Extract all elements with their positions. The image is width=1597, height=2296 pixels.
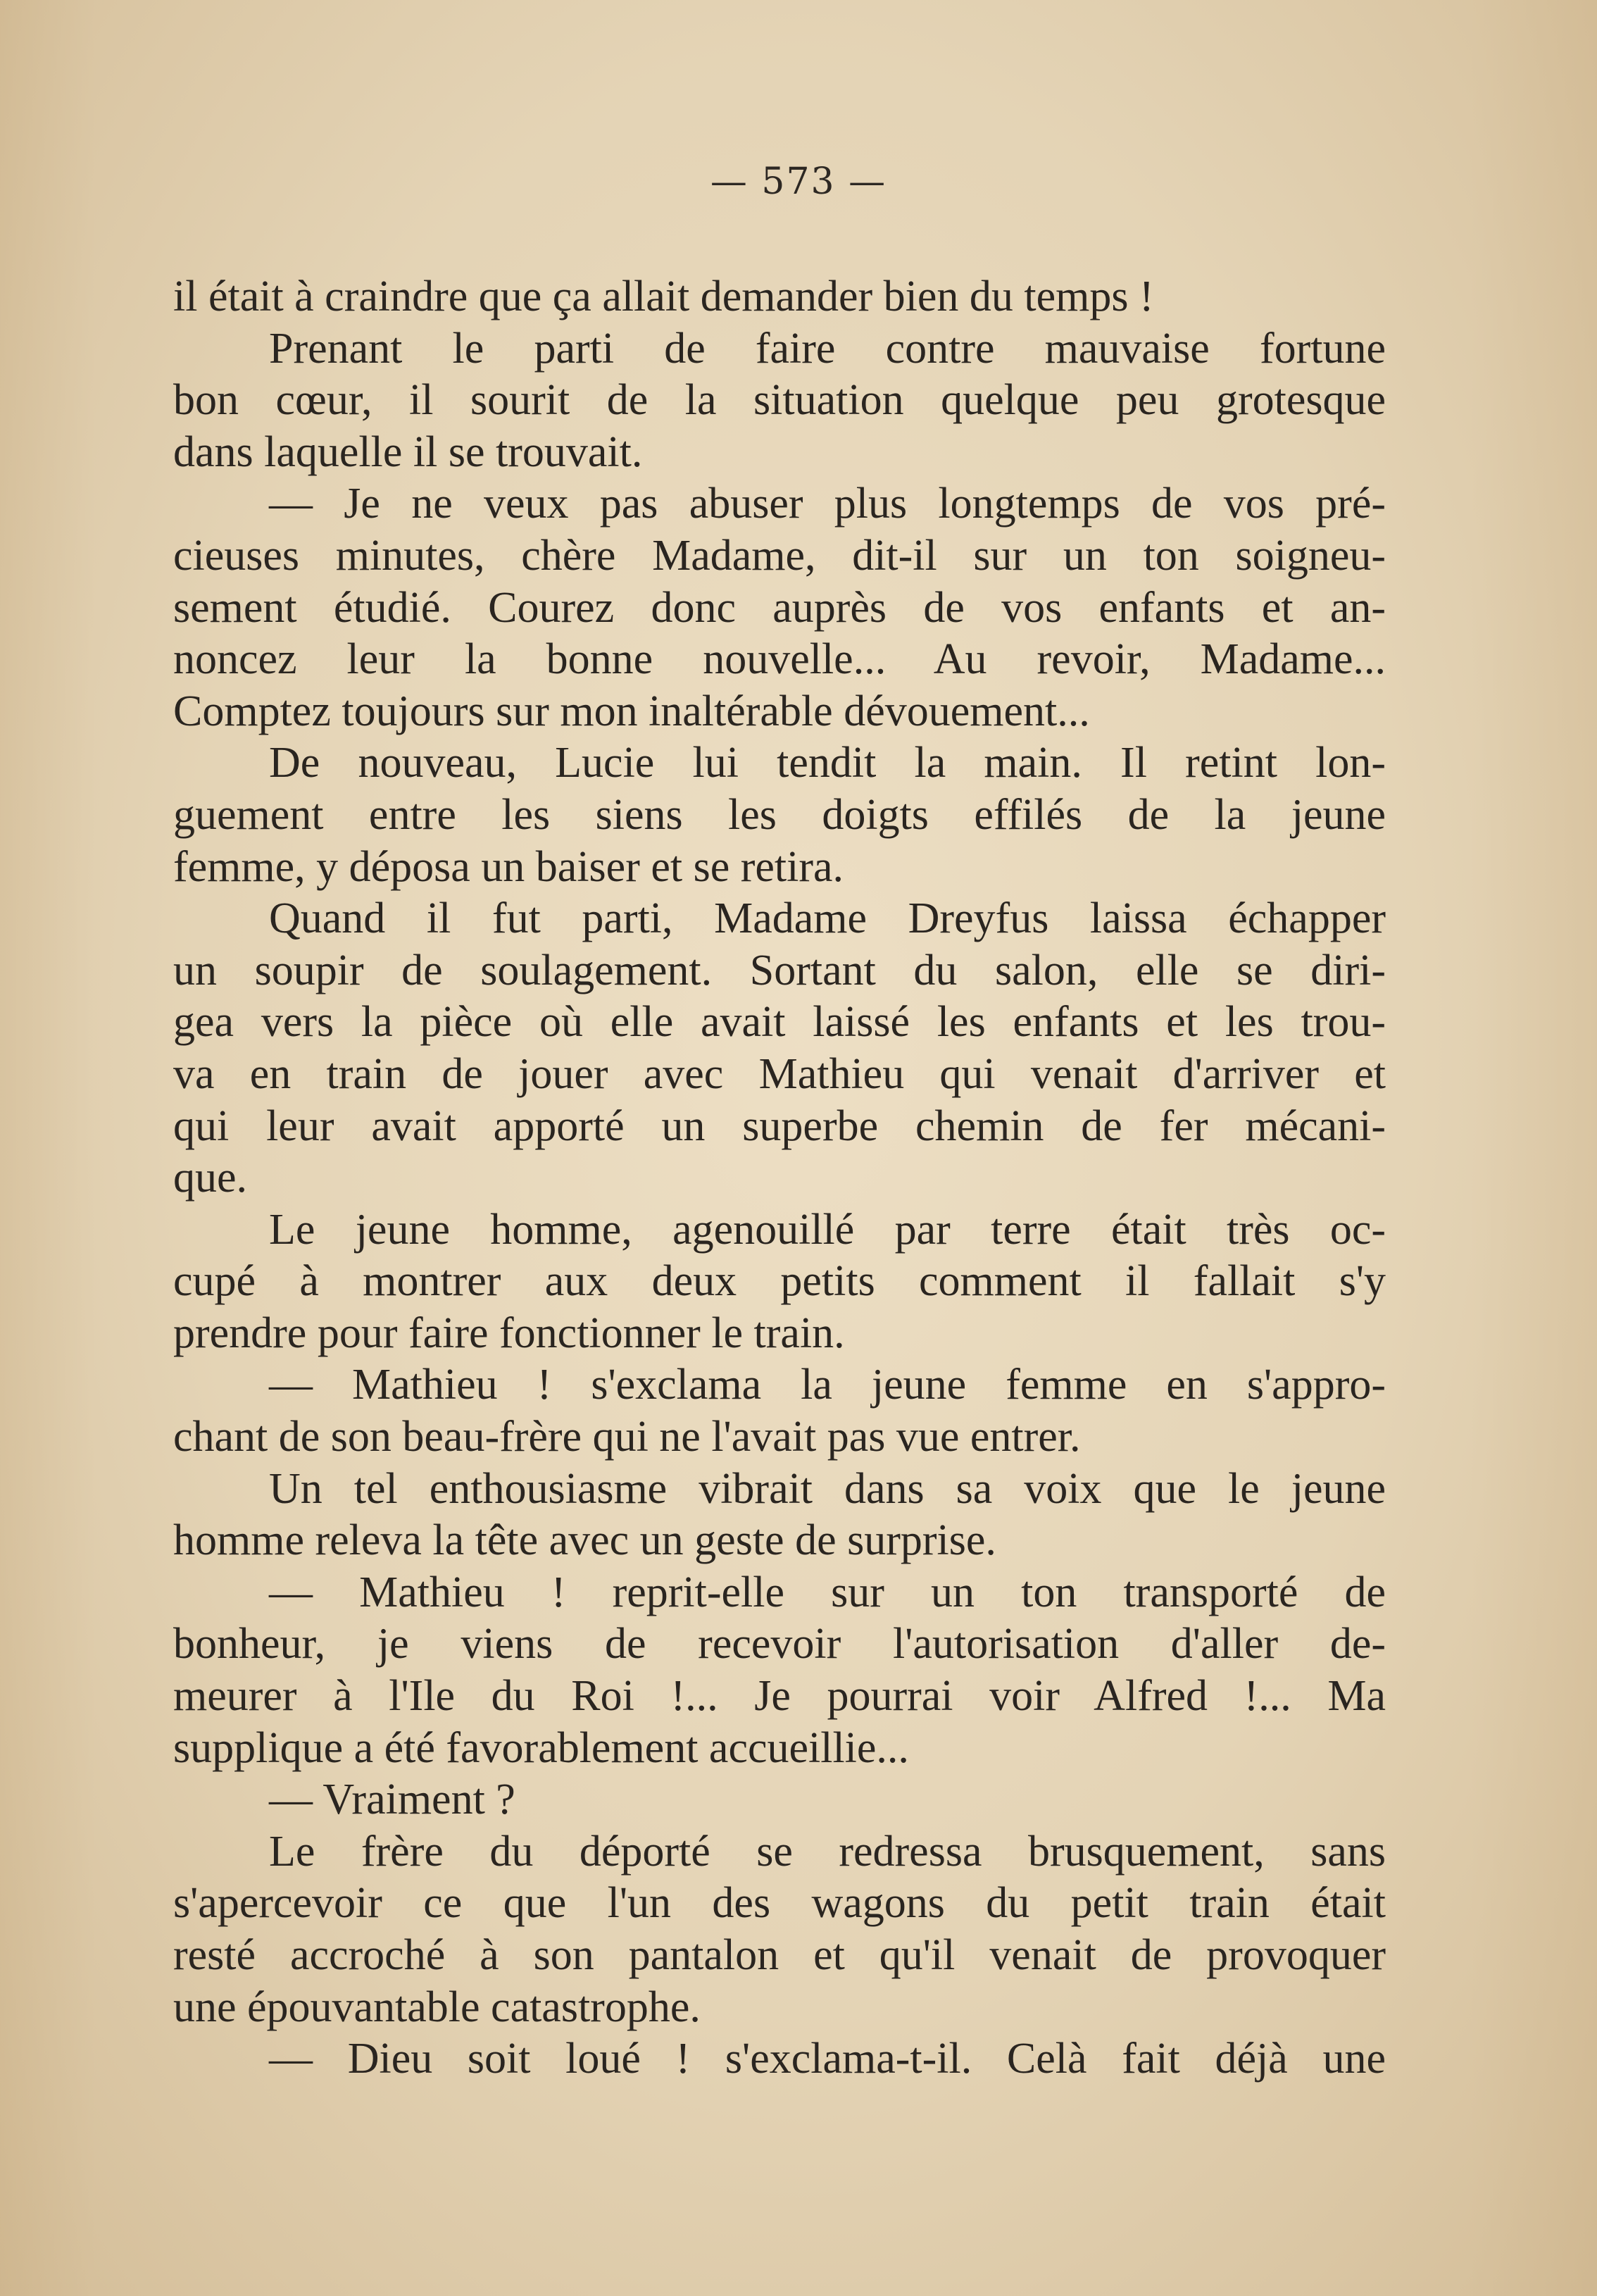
text-line: — Mathieu ! s'exclama la jeune femme en s'appro- [269,1361,1386,1409]
text-line: supplique a été favorablement accueillie... [173,1723,909,1772]
text-line: femme, y déposa un baiser et se retira. [173,842,844,891]
text-line: — Vraiment ? [269,1776,515,1824]
text-line: qui leur avait apporté un superbe chemin de fer mécani- [173,1102,1386,1150]
text-line: un soupir de soulagement. Sortant du salon, elle se diri- [173,946,1386,994]
text-line: Le frère du déporté se redressa brusquement, sans [269,1827,1386,1876]
body-text [173,271,1386,2085]
text-line: s'apercevoir ce que l'un des wagons du petit train était [173,1879,1386,1928]
text-line: — Je ne veux pas abuser plus longtemps de vos pré- [269,480,1386,528]
text-line: une épouvantable catastrophe. [173,1983,701,2031]
text-line: gea vers la pièce où elle avait laissé les enfants et les trou- [173,998,1386,1047]
text-line: Le jeune homme, agenouillé par terre était très oc- [269,1205,1386,1254]
text-line: cieuses minutes, chère Madame, dit-il sur un ton soigneu- [173,531,1386,580]
text-line: De nouveau, Lucie lui tendit la main. Il retint lon- [269,739,1386,787]
page-number: — 573 — [710,161,887,203]
text-line: il était à craindre que ça allait demander bien du temps ! [173,273,1154,320]
text-line: que. [173,1154,248,1202]
text-line: bonheur, je viens de recevoir l'autorisation d'aller de- [173,1620,1386,1668]
text-line: dans laquelle il se trouvait. [173,428,643,476]
text-line: guement entre les siens les doigts effilés de la jeune [173,790,1386,839]
text-line: va en train de jouer avec Mathieu qui venait d'arriver et [173,1049,1386,1098]
text-line: homme releva la tête avec un geste de surprise. [173,1516,996,1565]
text-line: Un tel enthousiasme vibrait dans sa voix que le jeune [269,1464,1386,1513]
text-line: meurer à l'Ile du Roi !... Je pourrai voir Alfred !... Ma [173,1672,1386,1721]
text-line: Prenant le parti de faire contre mauvaise fortune [269,324,1386,373]
text-line: bon cœur, il sourit de la situation quelque peu grotesque [173,376,1386,425]
text-line: sement étudié. Courez donc auprès de vos enfants et an- [173,583,1386,632]
text-line: resté accroché à son pantalon et qu'il venait de provoquer [173,1931,1386,1979]
text-line: chant de son beau-frère qui ne l'avait pas vue entrer. [173,1413,1081,1461]
text-line: cupé à montrer aux deux petits comment il fallait s'y [173,1257,1386,1306]
text-line: — Mathieu ! reprit-elle sur un ton transporté de [269,1568,1386,1616]
text-line: Quand il fut parti, Madame Dreyfus laissa échapper [269,894,1386,943]
text-line: noncez leur la bonne nouvelle... Au revoir, Madame... [173,635,1386,684]
text-line: Comptez toujours sur mon inaltérable dévouement... [173,687,1090,735]
text-line: — Dieu soit loué ! s'exclama-t-il. Celà fait déjà une [269,2035,1386,2083]
text-line: prendre pour faire fonctionner le train. [173,1309,845,1357]
